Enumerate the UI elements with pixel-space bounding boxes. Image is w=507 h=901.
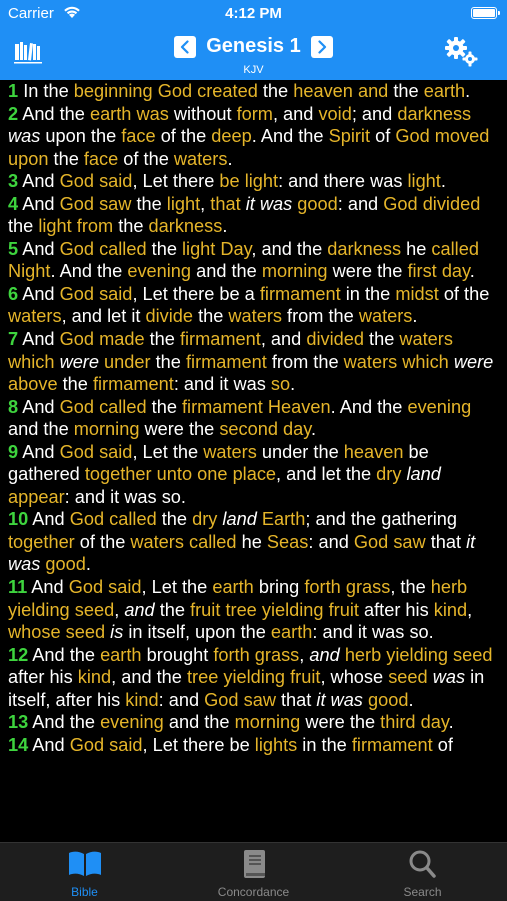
navigation-bar (0, 28, 507, 80)
verse-number: 14 (8, 734, 29, 755)
verse-text: : and (158, 689, 205, 710)
version-label: KJV (243, 64, 264, 76)
previous-chapter-button[interactable] (174, 36, 196, 58)
keyword-link[interactable]: firmament (259, 283, 341, 304)
verse-text: the (57, 374, 93, 395)
keyword-link[interactable]: good (367, 689, 409, 710)
keyword-link[interactable]: beginning (73, 81, 153, 101)
verse-text: And (22, 441, 60, 462)
verse-text: . And the (330, 396, 408, 417)
verse-text: , (200, 193, 211, 214)
verse-number: 4 (8, 193, 19, 214)
keyword-link[interactable]: created (197, 81, 258, 101)
tab-bible[interactable] (0, 843, 169, 901)
keyword-link[interactable]: said (109, 734, 143, 755)
verse[interactable] (8, 104, 489, 169)
verse-text: And (22, 238, 60, 259)
tab-concordance[interactable] (169, 843, 338, 901)
verse-text: , Let there be (142, 734, 255, 755)
keyword-link[interactable]: so (270, 374, 291, 395)
keyword-link[interactable]: God (59, 396, 94, 417)
keyword-link[interactable]: firmament (185, 351, 267, 372)
keyword-link[interactable]: herb (344, 644, 382, 665)
keyword-link[interactable]: morning (234, 712, 301, 733)
keyword-link[interactable]: was (136, 103, 169, 124)
verse-text: , and the (111, 667, 187, 688)
verse-number: 12 (8, 644, 29, 665)
keyword-link[interactable]: one (197, 464, 228, 485)
verse-text: , (467, 599, 473, 620)
keyword-link[interactable]: waters (358, 306, 413, 327)
keyword-link[interactable]: day (441, 261, 470, 282)
keyword-link[interactable]: seed (388, 667, 428, 688)
verse-text: And (32, 734, 70, 755)
keyword-link[interactable]: appear (8, 486, 65, 507)
keyword-link[interactable]: called (109, 509, 157, 530)
keyword-link[interactable]: place (232, 464, 277, 485)
keyword-link[interactable]: seed (453, 644, 493, 665)
keyword-link[interactable]: herb (430, 577, 468, 598)
keyword-link[interactable]: firmament (351, 734, 433, 755)
keyword-link[interactable]: good (297, 193, 338, 214)
verse[interactable] (8, 577, 472, 642)
verse-text: the (146, 238, 182, 259)
keyword-link[interactable]: forth (304, 577, 341, 598)
verse-text: and the (191, 261, 262, 282)
keyword-link[interactable]: under (104, 351, 151, 372)
tab-bar (0, 842, 507, 901)
keyword-link[interactable]: fruit (328, 599, 359, 620)
keyword-link[interactable]: God (383, 193, 418, 214)
keyword-link[interactable]: midst (395, 283, 439, 304)
verse-text: after his (8, 667, 78, 688)
keyword-link[interactable]: God (59, 238, 94, 259)
keyword-link[interactable]: God (59, 329, 94, 350)
keyword-link[interactable]: tree (186, 667, 219, 688)
keyword-link[interactable]: waters (130, 531, 184, 552)
keyword-link[interactable]: together (84, 464, 152, 485)
italic-text: were (453, 351, 494, 372)
keyword-link[interactable]: day (420, 712, 449, 733)
keyword-link[interactable]: void (318, 103, 352, 124)
keyword-link[interactable]: dry (192, 509, 218, 530)
keyword-link[interactable]: heaven (343, 441, 404, 462)
verse-text: the (150, 351, 186, 372)
verse-text: , Let there (132, 171, 220, 192)
verse[interactable] (8, 735, 453, 755)
keyword-link[interactable]: waters (173, 148, 228, 169)
keyword-link[interactable]: that (210, 193, 241, 214)
keyword-link[interactable]: Day (220, 238, 252, 259)
keyword-link[interactable]: fruit (190, 599, 221, 620)
verse-text: In the (23, 81, 74, 101)
keyword-link[interactable]: from (76, 216, 114, 237)
keyword-link[interactable]: Earth (261, 509, 306, 530)
keyword-link[interactable]: firmament (179, 329, 261, 350)
keyword-link[interactable]: firmament (181, 396, 263, 417)
keyword-link[interactable]: divided (306, 329, 364, 350)
chapter-text[interactable] (0, 80, 507, 842)
verse-text: : and it was so. (64, 486, 186, 507)
keyword-link[interactable]: darkness (397, 103, 472, 124)
verse-text: the (8, 216, 39, 237)
verse-text: from the (282, 306, 359, 327)
keyword-link[interactable]: kind (433, 599, 468, 620)
verse-text: And (22, 329, 60, 350)
verse-text: and the (163, 712, 235, 733)
keyword-link[interactable]: moved (434, 126, 490, 147)
verse-text: in itself, after his (8, 667, 485, 710)
keyword-link[interactable]: said (99, 171, 133, 192)
verse-text: ; and the gathering (305, 509, 458, 530)
verse-text: And the (32, 644, 101, 665)
keyword-link[interactable]: waters (228, 306, 282, 327)
verse-number: 2 (8, 103, 19, 124)
keyword-link[interactable]: light (244, 171, 279, 192)
next-chapter-button[interactable] (311, 36, 333, 58)
keyword-link[interactable]: third (380, 712, 416, 733)
keyword-link[interactable]: fruit (290, 667, 321, 688)
keyword-link[interactable]: yielding (223, 667, 286, 688)
keyword-link[interactable]: God (59, 171, 94, 192)
verse-text: the (131, 193, 167, 214)
keyword-link[interactable]: divided (422, 193, 481, 214)
keyword-link[interactable]: God (59, 441, 94, 462)
keyword-link[interactable]: Spirit (328, 126, 371, 147)
verse-text: , whose (320, 667, 389, 688)
verse-text: : and (308, 531, 354, 552)
keyword-link[interactable]: evening (407, 396, 472, 417)
verse-list (0, 80, 507, 756)
verse-text: . (465, 81, 471, 101)
keyword-link[interactable]: said (108, 577, 142, 598)
verse-text: , (114, 599, 125, 620)
verse-text: . And the (50, 261, 128, 282)
verse[interactable] (8, 442, 441, 507)
verse-text: And the (32, 712, 101, 733)
chapter-title[interactable]: Genesis 1 (206, 35, 301, 57)
keyword-link[interactable]: darkness (327, 238, 402, 259)
keyword-link[interactable]: above (8, 374, 58, 395)
italic-text: is (110, 622, 124, 643)
verse[interactable] (8, 645, 492, 710)
verse[interactable] (8, 284, 489, 327)
keyword-link[interactable]: together (8, 531, 75, 552)
keyword-link[interactable]: said (99, 283, 133, 304)
keyword-link[interactable]: be (219, 171, 240, 192)
keyword-link[interactable]: waters (8, 306, 62, 327)
battery-icon (471, 7, 497, 19)
keyword-link[interactable]: God (353, 531, 389, 552)
verse-text: the (388, 81, 424, 101)
verse-text: . (85, 554, 91, 575)
keyword-link[interactable]: waters (399, 329, 453, 350)
keyword-link[interactable]: light (181, 238, 216, 259)
keyword-link[interactable]: face (83, 148, 119, 169)
keyword-link[interactable]: first (407, 261, 437, 282)
verse-text: that (425, 531, 467, 552)
keyword-link[interactable]: said (99, 441, 133, 462)
keyword-link[interactable]: Night (8, 261, 51, 282)
verse-text: the (257, 81, 294, 101)
settings-gears-icon[interactable] (443, 36, 481, 68)
status-bar (0, 0, 507, 28)
tab-concordance-label: Concordance (217, 885, 290, 899)
keyword-link[interactable]: kind (77, 667, 112, 688)
keyword-link[interactable]: darkness (148, 216, 223, 237)
keyword-link[interactable]: earth (100, 644, 142, 665)
verse-text: . (412, 306, 418, 327)
keyword-link[interactable]: seed (65, 622, 106, 643)
verse-number: 8 (8, 396, 19, 417)
italic-text: were (59, 351, 99, 372)
verse-text: from the (266, 351, 344, 372)
verse-text: : and it was (173, 374, 271, 395)
verse[interactable] (8, 509, 475, 574)
verse[interactable] (8, 194, 480, 237)
verse-text: . (448, 712, 454, 733)
verse-text: bring (253, 577, 305, 598)
verse-text: the (156, 509, 193, 530)
keyword-link[interactable]: God (157, 81, 193, 101)
italic-text: it was (8, 531, 476, 575)
verse-text: the (144, 329, 180, 350)
verse-text: . (227, 148, 233, 169)
keyword-link[interactable]: yielding (261, 599, 324, 620)
keyword-link[interactable]: good (45, 554, 86, 575)
keyword-link[interactable]: yielding (386, 644, 448, 665)
verse-number: 9 (8, 441, 19, 462)
verse-text: , (299, 644, 310, 665)
keyword-link[interactable]: second (219, 419, 278, 440)
verse-text: of the (118, 148, 174, 169)
keyword-link[interactable]: forth (213, 644, 250, 665)
verse-text: the (146, 396, 182, 417)
keyword-link[interactable]: God (204, 689, 239, 710)
keyword-link[interactable]: God (69, 734, 105, 755)
verse-text: And (22, 396, 60, 417)
verse-text: upon the (40, 126, 122, 147)
italic-text: was (432, 667, 466, 688)
verse-text: the (363, 329, 400, 350)
verse-text: . (440, 171, 446, 192)
verse-text: without (168, 103, 237, 124)
keyword-link[interactable]: which (402, 351, 449, 372)
italic-text: land (222, 509, 257, 530)
keyword-link[interactable]: morning (73, 419, 140, 440)
keyword-link[interactable]: lights (254, 734, 298, 755)
keyword-link[interactable]: God (68, 577, 104, 598)
keyword-link[interactable]: form (236, 103, 273, 124)
verse[interactable] (8, 171, 446, 191)
keyword-link[interactable]: earth (270, 622, 313, 643)
keyword-link[interactable]: grass (254, 644, 300, 665)
verse-text: the (193, 306, 229, 327)
verse-text: And (22, 171, 60, 192)
verse-text: be gathered (8, 441, 429, 485)
verse-text: , and let it (61, 306, 146, 327)
italic-text: was (8, 126, 41, 147)
verse-text: after his (358, 599, 434, 620)
keyword-link[interactable]: which (8, 351, 55, 372)
tab-bible-label: Bible (71, 885, 98, 899)
keyword-link[interactable]: kind (125, 689, 159, 710)
keyword-link[interactable]: made (99, 329, 145, 350)
verse-text: . (311, 419, 317, 440)
verse-number: 6 (8, 283, 19, 304)
keyword-link[interactable]: God (59, 283, 94, 304)
verse-text: in the (297, 734, 352, 755)
italic-text: it was (316, 689, 363, 710)
keyword-link[interactable]: evening (127, 261, 192, 282)
keyword-link[interactable]: Seas (266, 531, 309, 552)
clock: 4:12 PM (225, 5, 282, 22)
verse-text: : and it was so. (312, 622, 434, 643)
keyword-link[interactable]: God (69, 509, 105, 530)
tab-search[interactable] (338, 843, 507, 901)
verse-text: , the (390, 577, 431, 598)
keyword-link[interactable]: light (38, 216, 72, 237)
verse-text: of (370, 126, 396, 147)
italic-text: and (309, 644, 340, 665)
keyword-link[interactable]: whose (8, 622, 61, 643)
verse-text: And (22, 283, 60, 304)
magnifier-icon (405, 849, 441, 879)
verse-text: And the (22, 103, 90, 124)
verse-text: of the (74, 531, 131, 552)
verse-text: : and (337, 193, 384, 214)
verse-text: , Let there be a (132, 283, 260, 304)
tab-search-label: Search (403, 885, 442, 899)
carrier-label: Carrier (8, 5, 54, 22)
keyword-link[interactable]: firmament (92, 374, 174, 395)
verse-text: the (48, 148, 84, 169)
verse-number: 1 (8, 81, 19, 101)
verse-text: . And the (251, 126, 329, 147)
verse-text: . (469, 261, 475, 282)
verse-text: . (290, 374, 296, 395)
keyword-link[interactable]: morning (261, 261, 328, 282)
verse-number: 11 (8, 577, 28, 598)
keyword-link[interactable]: called (189, 531, 237, 552)
keyword-link[interactable]: light (166, 193, 201, 214)
keyword-link[interactable]: earth (89, 103, 132, 124)
keyword-link[interactable]: light (407, 171, 441, 192)
keyword-link[interactable]: upon (8, 148, 49, 169)
verse-number: 10 (8, 509, 29, 530)
keyword-link[interactable]: earth (423, 81, 466, 101)
keyword-link[interactable]: evening (100, 712, 164, 733)
verse-text: in the (340, 283, 396, 304)
keyword-link[interactable]: divide (145, 306, 194, 327)
verse-text: . (222, 216, 228, 237)
keyword-link[interactable]: saw (243, 689, 276, 710)
verse-text: were the (139, 419, 220, 440)
verse-text: ; and (351, 103, 398, 124)
verse-text: , Let the (141, 577, 213, 598)
verse-text: , and (272, 103, 319, 124)
verse[interactable] (8, 81, 470, 101)
verse-text: , Let the (132, 441, 204, 462)
verse-number: 13 (8, 712, 29, 733)
keyword-link[interactable]: called (99, 396, 147, 417)
verse[interactable] (8, 397, 471, 440)
keyword-link[interactable]: tree (225, 599, 257, 620)
verse-text: , and let the (276, 464, 377, 485)
verse[interactable] (8, 329, 493, 394)
verse-text: the (154, 599, 191, 620)
italic-text: it was (245, 193, 293, 214)
keyword-link[interactable]: Heaven (267, 396, 331, 417)
keyword-link[interactable]: dry (376, 464, 402, 485)
keyword-link[interactable]: seed (74, 599, 115, 620)
keyword-link[interactable]: God (395, 126, 430, 147)
verse-text: And (32, 509, 70, 530)
verse-text: , and the (251, 238, 328, 259)
verse-text: , and (260, 329, 307, 350)
verse-text: he (236, 531, 267, 552)
open-book-icon (67, 849, 103, 879)
keyword-link[interactable]: yielding (8, 599, 70, 620)
verse-text: under the (256, 441, 344, 462)
verse-number: 3 (8, 171, 19, 192)
keyword-link[interactable]: unto (156, 464, 193, 485)
keyword-link[interactable]: face (121, 126, 156, 147)
verse[interactable] (8, 712, 454, 732)
keyword-link[interactable]: waters (343, 351, 398, 372)
keyword-link[interactable]: saw (99, 193, 132, 214)
keyword-link[interactable]: day (283, 419, 312, 440)
verse-text: . (408, 689, 414, 710)
keyword-link[interactable]: God (59, 193, 94, 214)
verse-text: of the (155, 126, 212, 147)
verse-text: that (275, 689, 317, 710)
verse-text: were the (300, 712, 381, 733)
keyword-link[interactable]: and (357, 81, 389, 101)
keyword-link[interactable]: deep (211, 126, 252, 147)
keyword-link[interactable]: called (431, 238, 479, 259)
keyword-link[interactable]: waters (203, 441, 257, 462)
italic-text: and (124, 599, 155, 620)
closed-book-icon (236, 849, 272, 879)
verse-number: 5 (8, 238, 19, 259)
verse-text: were the (327, 261, 408, 282)
verse-text: he (401, 238, 432, 259)
verse[interactable] (8, 239, 479, 282)
italic-text: land (406, 464, 441, 485)
verse-text: And (31, 577, 69, 598)
verse-text: : and there was (278, 171, 408, 192)
keyword-link[interactable]: grass (345, 577, 391, 598)
verse-text: of (432, 734, 453, 755)
keyword-link[interactable]: heaven (293, 81, 353, 101)
verse-text: And (22, 193, 60, 214)
keyword-link[interactable]: called (99, 238, 147, 259)
verse-number: 7 (8, 329, 19, 350)
verse-text: and the (8, 419, 74, 440)
keyword-link[interactable]: earth (212, 577, 254, 598)
verse-text: in itself, upon the (123, 622, 271, 643)
verse-text: brought (141, 644, 214, 665)
verse-text: the (113, 216, 149, 237)
verse-text: of the (438, 283, 490, 304)
keyword-link[interactable]: saw (393, 531, 426, 552)
